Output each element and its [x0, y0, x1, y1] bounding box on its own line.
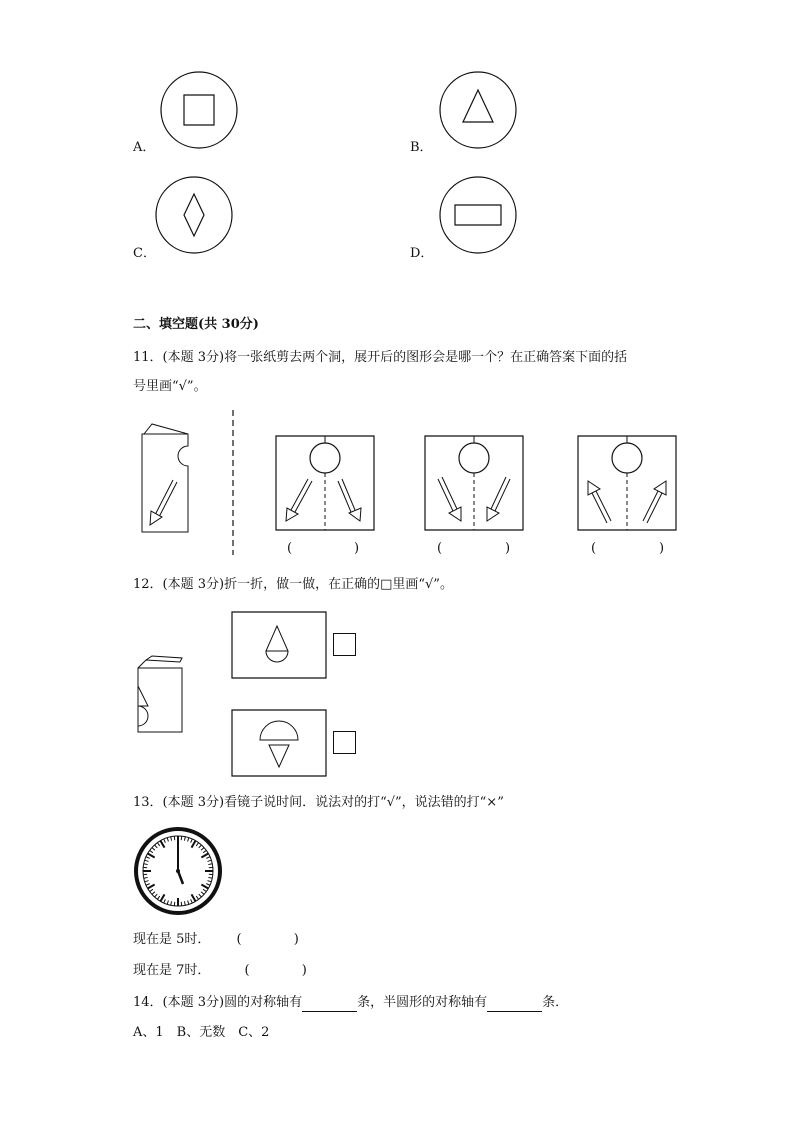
q11-bracket-3-close[interactable]: ): [659, 541, 665, 556]
clock-tick: [152, 892, 155, 895]
clock-tick: [155, 894, 158, 897]
clock-tick: [207, 860, 211, 861]
clock-tick: [201, 848, 204, 851]
option-a-circle: [161, 72, 237, 148]
q13-text: 13．(本题 3分)看镜子说时间．说法对的打“√”，说法错的打“×”: [133, 795, 504, 810]
q11-option-2[interactable]: [424, 435, 524, 531]
clock-tick: [144, 877, 148, 878]
clock-tick: [188, 838, 189, 842]
q11-bracket-2-open[interactable]: (: [437, 541, 443, 556]
clock-tick: [192, 841, 196, 848]
option-d-figure[interactable]: [434, 176, 524, 266]
q14-blank-2[interactable]: [487, 997, 542, 1012]
q13-statement-2-text: 现在是 7时．: [133, 963, 211, 978]
clock-tick: [199, 894, 202, 897]
q12-option-2[interactable]: [231, 709, 327, 777]
clock-tick: [146, 857, 150, 859]
clock-tick: [203, 889, 206, 891]
clock-tick: [171, 837, 172, 841]
q14-part1: 14．(本题 3分)圆的对称轴有: [133, 995, 303, 1010]
q12-checkbox-2[interactable]: [333, 731, 356, 754]
option-c-circle: [156, 177, 232, 253]
q13-statement-1-open[interactable]: (: [236, 932, 242, 947]
clock-tick: [192, 894, 196, 901]
clock-tick: [206, 857, 210, 859]
clock-tick: [146, 884, 150, 886]
q14-part2: 条，半圆形的对称轴有: [357, 995, 488, 1010]
option-c-diamond: [184, 194, 204, 236]
q14-choices: A、1 B、无数 C、2: [133, 1025, 270, 1040]
q14-text: [133, 994, 568, 1012]
clock-tick: [145, 860, 149, 861]
option-b-figure[interactable]: [434, 70, 524, 160]
option-b-label: B．: [410, 140, 433, 155]
clock-tick: [196, 843, 198, 846]
clock-tick: [144, 864, 148, 865]
clock-tick: [167, 838, 168, 842]
q11-fold-dashed-line: [231, 410, 235, 555]
q13-statement-2: [133, 962, 307, 980]
q13-statement-1-close[interactable]: ): [293, 932, 299, 947]
q13-statement-2-open[interactable]: (: [244, 963, 250, 978]
clock-tick: [164, 839, 166, 843]
clock-tick: [145, 881, 149, 882]
clock-tick: [191, 839, 193, 843]
clock-tick: [206, 884, 210, 886]
option-a-label: A．: [133, 140, 156, 155]
q12-text: 12．(本题 3分)折一折，做一做，在正确的□里画“√”。: [133, 577, 453, 592]
q12-option-1[interactable]: [231, 611, 327, 679]
clock-tick: [208, 864, 212, 865]
clock-tick: [201, 854, 208, 858]
clock-tick: [167, 900, 168, 904]
clock-tick: [207, 881, 211, 882]
clock-tick: [188, 900, 189, 904]
clock-tick: [203, 850, 206, 852]
clock-tick: [201, 892, 204, 895]
clock-tick: [157, 843, 159, 846]
q11-bracket-3-open[interactable]: (: [591, 541, 597, 556]
clock-tick: [150, 889, 153, 891]
mirror-clock: [133, 826, 223, 916]
clock-tick: [191, 899, 193, 903]
q11-bracket-1-open[interactable]: (: [287, 541, 293, 556]
clock-tick: [155, 845, 158, 848]
clock-tick: [152, 848, 155, 851]
clock-tick: [161, 841, 165, 848]
q13-statement-1-text: 现在是 5时．: [133, 932, 211, 947]
option-c-label: C．: [133, 246, 156, 261]
q11-folded-paper: [138, 420, 198, 535]
section-heading: 二、填空题(共 30分): [133, 317, 259, 332]
q14-part3: 条．: [542, 995, 569, 1010]
clock-tick: [157, 896, 159, 899]
clock-tick: [199, 845, 202, 848]
clock-tick: [161, 894, 165, 901]
q12-folded-paper: [134, 652, 186, 734]
option-b-circle: [440, 72, 516, 148]
q11-option-1[interactable]: [275, 435, 375, 531]
option-d-circle: [440, 177, 516, 253]
clock-tick: [150, 850, 153, 852]
clock-tick: [208, 877, 212, 878]
option-d-rectangle: [455, 205, 501, 225]
q13-statement-2-close[interactable]: ): [301, 963, 307, 978]
clock-tick: [164, 899, 166, 903]
clock-hour-hand: [178, 871, 183, 884]
option-d-label: D．: [410, 246, 434, 261]
clock-tick: [196, 896, 198, 899]
q14-blank-1[interactable]: [302, 997, 357, 1012]
q12-checkbox-1[interactable]: [333, 633, 356, 656]
clock-tick: [148, 854, 155, 858]
clock-tick: [184, 837, 185, 841]
option-a-figure[interactable]: [155, 70, 245, 160]
option-b-triangle: [463, 90, 493, 122]
option-a-square: [184, 95, 214, 125]
clock-tick: [184, 901, 185, 905]
q11-text-line2: 号里画“√”。: [133, 379, 207, 394]
q13-statement-1: [133, 931, 299, 949]
q11-text-line1: 11．(本题 3分)将一张纸剪去两个洞，展开后的图形会是哪一个？在正确答案下面的括: [133, 350, 628, 365]
q11-bracket-1-close[interactable]: ): [354, 541, 360, 556]
q11-bracket-2-close[interactable]: ): [505, 541, 511, 556]
clock-tick: [171, 901, 172, 905]
clock-tick: [201, 885, 208, 889]
q11-option-3[interactable]: [577, 435, 677, 531]
q11-folded-arrow: [150, 480, 177, 525]
clock-tick: [148, 885, 155, 889]
option-c-figure[interactable]: [150, 176, 240, 266]
